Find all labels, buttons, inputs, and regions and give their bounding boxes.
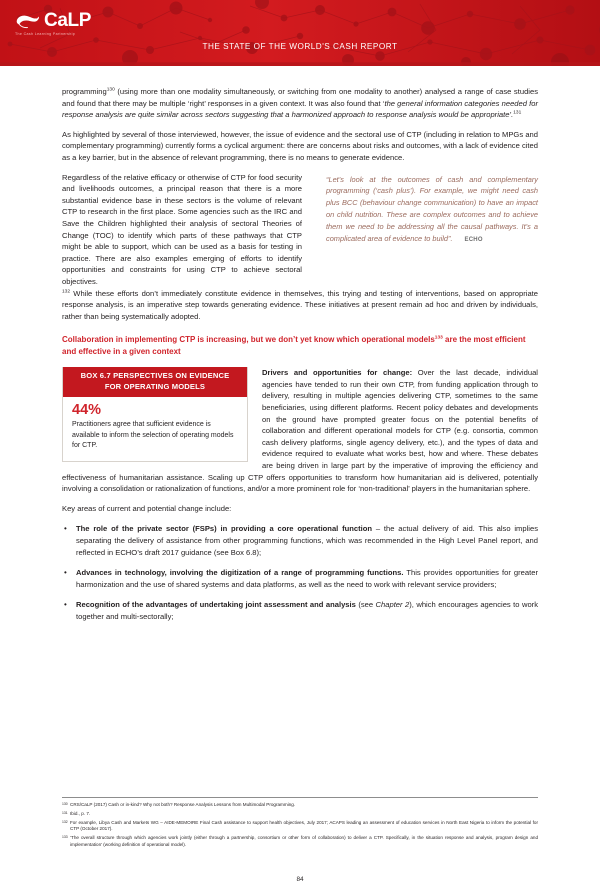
key-areas-list — [62, 523, 538, 622]
footnote-text: ‘The overall structure through which agencies work jointly (either through a partnership, consortium or other form of collaboration) to deliver a CTP. Specifically, in the situation response and analysis, program design and implementation’ (working definition of operational model). — [70, 834, 538, 847]
two-column-region — [62, 172, 538, 288]
logo-tagline: The Cash Learning Partnership — [15, 32, 76, 36]
footnote-ref-132[interactable]: 132 — [62, 288, 71, 294]
section-heading-part-b: are the most efficient and effective in a given context — [62, 335, 526, 357]
box-and-text-region — [62, 367, 538, 495]
page-content — [62, 66, 538, 623]
list-item — [62, 523, 538, 558]
box-6-7-body — [63, 397, 247, 460]
box-6-7-header-line1: BOX 6.7 PERSPECTIVES ON EVIDENCE — [80, 371, 230, 381]
box-6-7 — [62, 367, 248, 461]
box-6-7-header — [63, 367, 247, 397]
calp-logo[interactable] — [14, 11, 91, 36]
box-6-7-statistic: 44% — [72, 402, 102, 419]
bullet-3-chapter-ref: Chapter 2 — [375, 600, 410, 610]
bullet-2-rest: This provides opportunities for greater harmonization and the use of shared systems and data platforms, as well as the need to work with relevant service providers; — [76, 568, 538, 589]
para1-quoted-italic: the general information categories needed for response analysis are quite similar across sectors suggesting that a harmonized approach to response analysis would be appropriate’. — [62, 98, 538, 120]
paragraph-3-continued — [62, 288, 538, 323]
page-body — [0, 66, 600, 883]
footnote-divider — [62, 797, 538, 798]
page-header-banner — [0, 0, 600, 66]
bullet-3-rest-post: ), which encourages agencies to work together and multi-sectorally; — [76, 600, 538, 621]
report-title: THE STATE OF THE WORLD'S CASH REPORT — [202, 42, 398, 51]
box-6-7-caption: Practitioners agree that sufficient evidence is available to inform the selection of operating models for CTP. — [72, 421, 234, 450]
bullet-3-rest-pre: (see — [355, 600, 376, 610]
drivers-lead-in: Drivers and opportunities for change: — [262, 368, 413, 378]
pull-quote — [326, 174, 538, 247]
paragraph-1 — [62, 86, 538, 121]
bullet-1-rest: – the actual delivery of aid. This also implies separating the delivery of assistance from other programming functions, which was recommended in the High Level Panel report, and reflected in ECHO’s draft 2017 guidance (see Box 6.8); — [76, 524, 539, 557]
footnotes-section — [62, 797, 538, 850]
list-item — [62, 599, 538, 622]
box-6-7-header-line2: FOR OPERATING MODELS — [104, 381, 206, 391]
footnote-131 — [62, 811, 538, 818]
footnote-text: Ibid., p. 7. — [70, 810, 91, 816]
footnote-number: 131 — [62, 811, 68, 816]
bullet-2-bold: Advances in technology, involving the digitization of a range of programming functions. — [76, 568, 404, 578]
logo-row — [14, 11, 91, 30]
footnote-text: CRS/CaLP (2017) Cash or in-kind? Why not both? Response Analysis Lessons from Multimodal Programming. — [70, 802, 296, 807]
bullet-3-bold: Recognition of the advantages of undertaking joint assessment and analysis — [76, 600, 356, 610]
footnote-text: For example, Libya Cash and Markets WG – AIDE-MEMOIRE Final Cash assistance to support health objectives, July 2017; ACAPS leading an assessment of education services in North East Nigeria to inform the potential for CTP (October 2017). — [70, 819, 538, 832]
bullet-1-bold: The role of the private sector (FSPs) in providing a core operational function — [76, 524, 373, 534]
paragraph-3-left — [62, 172, 302, 288]
calp-hand-icon — [14, 11, 41, 30]
page-number: 84 — [296, 876, 304, 883]
pull-quote-text: “Let’s look at the outcomes of cash and complementary programming (‘cash plus’). For example, we might need cash plus BCC (behaviour change communication) to have an impact on child nutrition. These are complex outcomes and to achieve them we need to be addressing all the causal pathways. It’s a complicated area of evidence to build”. — [326, 174, 538, 243]
paragraph-2: As highlighted by several of those interviewed, however, the issue of evidence and the sectoral use of CTP (including in relation to MPGs and complementary programming) currently forms a cyclical argument: there are concerns about risks and outcomes, with a lack of evidence cited as a key barrier, but in the absence of relevant programming, there is no means to generate evidence. — [62, 129, 538, 162]
footnote-ref-133[interactable]: 133 — [434, 335, 443, 341]
para3-part-a: Regardless of the relative efficacy or otherwise of CTP for food security and livelihoods outcomes, a principal reason that there is a more substantial evidence base in these sectors is the volume of relevant CTP to research in the first place. Some agencies such as the IRC and Save the Children highlighted their analysis of sectoral Theories of Change (TOC) to identify which parts of these pathways that CTP might be able to support, which can be used as a basis for testing in practice. There are also examples emerging of efforts to identify opportunities and constraints for using CTP to achieve sectoral objectives. — [62, 172, 302, 286]
list-item — [62, 567, 538, 590]
footnote-number: 133 — [62, 835, 68, 840]
box-6-7-wrapper — [62, 367, 248, 461]
footnote-number: 132 — [62, 819, 68, 824]
footnote-132 — [62, 820, 538, 833]
section-heading — [62, 334, 538, 358]
left-column-text — [62, 172, 302, 288]
key-areas-intro: Key areas of current and potential change include: — [62, 503, 232, 513]
para1-part-b: (using more than one modality simultaneously, or switching from one modality to another) analysed a range of case studies and found that there may be multiple ‘right’ responses in a given context. It was also found that ‘ — [62, 87, 538, 108]
footnote-number: 130 — [62, 802, 68, 807]
footnote-133 — [62, 835, 538, 848]
para3-part-b: While these efforts don’t immediately constitute evidence in themselves, this trying and testing of interventions, based on appropriate response analysis, is an imperative step towards generating evidence. These initiatives at present remain ad hoc and driven by individuals, rather than being systematically adopted. — [62, 288, 538, 321]
footnote-ref-130[interactable]: 130 — [106, 87, 115, 93]
section-heading-part-a: Collaboration in implementing CTP is increasing, but we don’t yet know which operational models — [62, 335, 435, 345]
logo-wordmark: CaLP — [44, 10, 91, 31]
para1-part-a: programming — [62, 87, 107, 96]
footnote-ref-131[interactable]: 131 — [513, 110, 522, 116]
footnote-130 — [62, 802, 538, 809]
pull-quote-block — [326, 172, 538, 247]
drivers-body: Over the last decade, individual agencies have tended to run their own CTP, from funding application through to delivery, resulting in multiple agencies delivering CTP, sometimes to the same beneficiaries, using different platforms. Recent policy debates and developments on the ground have prompted greater focus on the potential benefits of collaboration and different operational models for CTP (e.g. consortia, common cash delivery platforms, single agency delivery, etc.), and the types of data and evidence required to evaluate what works best, how and where. These debates are being driven in large part by the imperative of improving the efficiency and effectiveness of humanitarian assistance. Scaling up CTP offers opportunities to transform how humanitarian aid is delivered, potentially involving a consolidation or rationalization of functions, and/or a more prominent role for ‘non-traditional’ players in the humanitarian sphere. — [62, 368, 538, 494]
pull-quote-attribution: ECHO — [464, 236, 483, 243]
